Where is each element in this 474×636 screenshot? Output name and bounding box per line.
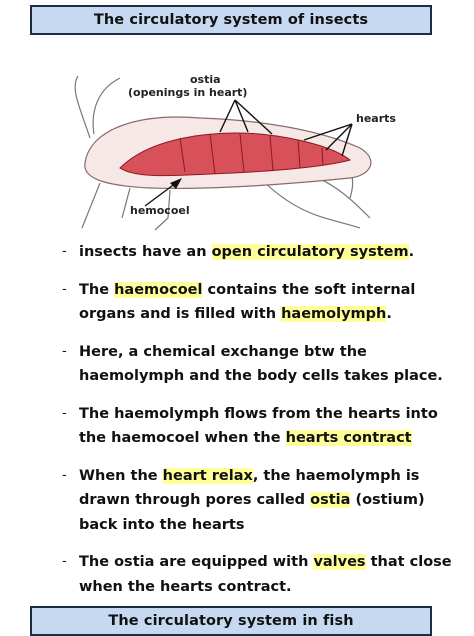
bullet-text: The ostia are equipped with [79,554,314,570]
label-ostia: ostia [190,73,221,86]
bullet-text: . [408,244,415,260]
bullet-item [62,340,462,389]
bullet-text: The haemolymph flows from the hearts into the haemocoel when the [79,405,438,446]
bullet-text: Here, a chemical exchange btw the haemolymph and the body cells takes place. [79,343,443,384]
bullet-list [62,240,462,599]
bullet-text: that close when the hearts contract. [79,554,452,595]
label-ostia-sub: (openings in heart) [128,86,248,99]
next-section-title: The circulatory system in fish [30,606,432,636]
bullet-dash: - [62,281,67,297]
highlighted-term: haemocoel [114,281,203,298]
bullet-text: , the haemolymph is drawn through pores called [79,467,420,508]
highlighted-term: haemolymph [281,306,387,322]
highlighted-term: heart relax [162,467,253,484]
bullet-item [62,550,462,599]
grasshopper-diagram [60,68,420,233]
highlighted-term: hearts contract [285,430,412,446]
bullet-dash: - [62,467,67,483]
bullet-dash: - [62,244,67,259]
bullet-text: . [386,306,392,322]
page-title: The circulatory system of insects [30,5,432,35]
bullet-dash: - [62,343,67,359]
label-hemocoel: hemocoel [130,204,190,217]
bullet-text: contains the soft internal organs and is filled with [79,281,416,322]
label-hearts: hearts [356,112,396,125]
bullet-dash: - [62,554,67,569]
bullet-item [62,402,462,451]
bullet-dash: - [62,405,67,421]
highlighted-term: open circulatory system [211,244,409,260]
bullet-text: The [79,281,115,298]
highlighted-term: valves [313,554,366,570]
bullet-text: insects have an [79,244,212,260]
highlighted-term: ostia [310,492,351,508]
bullet-item [62,464,462,538]
bullet-text: When the [79,467,163,484]
bullet-text: (ostium) back into the hearts [79,492,425,533]
bullet-item [62,278,462,327]
bullet-item [62,240,462,265]
